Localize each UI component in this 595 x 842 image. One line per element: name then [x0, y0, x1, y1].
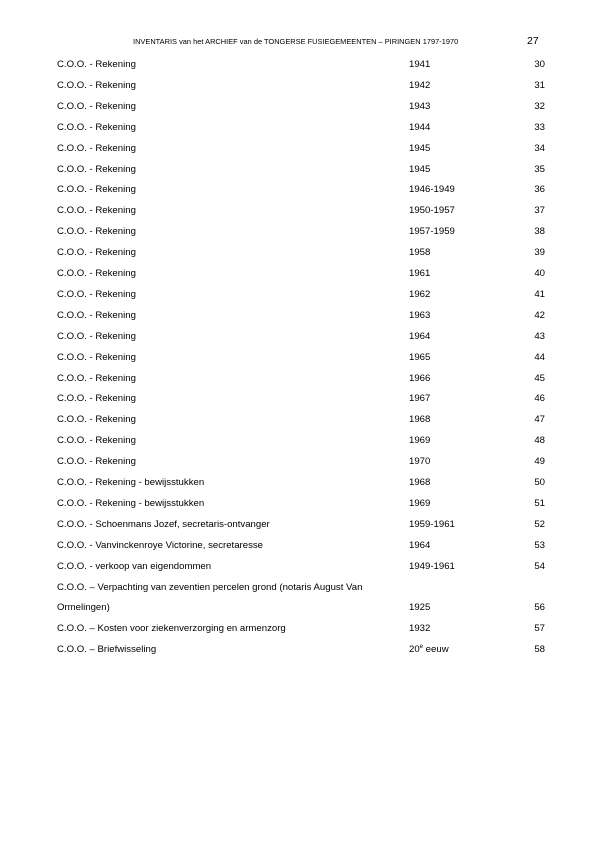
inventory-row	[0, 497, 595, 511]
inventory-row	[0, 183, 595, 197]
row-inventory-number: 41	[534, 288, 545, 300]
inventory-row	[0, 434, 595, 448]
row-date-value: 1925	[409, 602, 431, 614]
row-inventory-number: 38	[534, 226, 545, 238]
inventory-row	[0, 455, 595, 469]
row-description: C.O.O. - Rekening	[57, 435, 136, 447]
row-description: C.O.O. - Rekening	[57, 205, 136, 217]
row-inventory-number: 57	[534, 623, 545, 635]
row-inventory-number: 42	[534, 309, 545, 321]
row-description: C.O.O. - Rekening	[57, 309, 136, 321]
row-date	[409, 455, 430, 469]
row-date-value: 1945	[409, 163, 431, 175]
row-date	[409, 288, 430, 302]
row-date-value: 1961	[409, 268, 431, 279]
row-date	[409, 476, 430, 490]
row-inventory-number: 54	[534, 560, 545, 572]
row-date-value: 1968	[409, 414, 431, 426]
row-inventory-number: 34	[534, 142, 545, 154]
row-date	[409, 372, 430, 386]
row-date	[409, 267, 430, 281]
row-description: C.O.O. - Rekening	[57, 288, 136, 300]
inventory-row	[0, 560, 595, 574]
row-date-superscript: e	[419, 644, 424, 651]
row-date-value: 1941	[409, 59, 431, 70]
row-description: C.O.O. - Rekening	[57, 372, 136, 384]
row-inventory-number: 48	[534, 435, 545, 447]
inventory-row	[0, 330, 595, 344]
row-date-value: 1964	[409, 330, 431, 342]
inventory-row	[0, 622, 595, 636]
row-date-value: 1949-1961	[409, 560, 455, 572]
row-description: C.O.O. - Vanvinckenroye Victorine, secretaresse	[57, 539, 263, 551]
row-date-value: 1969	[409, 497, 431, 509]
row-date-value: 1957-1959	[409, 226, 455, 238]
row-date	[409, 497, 430, 511]
row-date	[409, 434, 430, 448]
inventory-row	[0, 372, 595, 386]
row-description: C.O.O. – Verpachting van zeventien percelen grond (notaris August Van	[57, 581, 363, 593]
row-date	[409, 183, 455, 197]
row-date-value: 1943	[409, 100, 431, 112]
row-date	[409, 413, 430, 427]
inventory-row	[0, 142, 595, 156]
row-inventory-number: 32	[534, 100, 545, 112]
row-date-value: 1946-1949	[409, 184, 455, 196]
page-header	[0, 37, 595, 49]
header-title: INVENTARIS van het ARCHIEF van de TONGERSE FUSIEGEMEENTEN – PIRINGEN 1797-1970	[133, 37, 459, 46]
row-description: C.O.O. - Rekening	[57, 330, 136, 342]
inventory-row	[0, 79, 595, 93]
row-description: C.O.O. - Rekening	[57, 268, 136, 279]
row-date	[409, 560, 455, 574]
row-description: C.O.O. - Rekening	[57, 79, 136, 91]
row-inventory-number: 36	[534, 184, 545, 196]
row-date-suffix: eeuw	[423, 644, 449, 656]
row-date	[409, 204, 455, 218]
row-date-value: 1944	[409, 121, 431, 133]
inventory-row	[0, 288, 595, 302]
row-date	[409, 309, 430, 323]
inventory-row	[0, 601, 595, 615]
row-inventory-number: 58	[534, 644, 545, 656]
row-date	[409, 351, 430, 365]
row-date	[409, 225, 455, 239]
row-date	[409, 246, 430, 260]
row-date-value: 1932	[409, 623, 431, 635]
row-inventory-number: 30	[534, 59, 545, 70]
row-description: C.O.O. - Rekening	[57, 393, 136, 405]
row-inventory-number: 40	[534, 268, 545, 279]
row-inventory-number: 45	[534, 372, 545, 384]
row-description: C.O.O. - Rekening	[57, 456, 136, 468]
row-description: C.O.O. - Rekening - bewijsstukken	[57, 477, 205, 488]
inventory-row	[0, 163, 595, 177]
row-date	[409, 163, 430, 177]
row-description: Ormelingen)	[57, 602, 110, 614]
row-date	[409, 121, 430, 135]
row-inventory-number: 52	[534, 518, 545, 530]
row-description: C.O.O. - Rekening	[57, 142, 136, 154]
row-inventory-number: 33	[534, 121, 545, 133]
row-description: C.O.O. - verkoop van eigendommen	[57, 560, 212, 572]
row-description: C.O.O. - Rekening	[57, 163, 136, 175]
row-description: C.O.O. - Rekening	[57, 247, 136, 259]
row-date	[409, 539, 430, 553]
inventory-row	[0, 413, 595, 427]
row-description: C.O.O. - Rekening	[57, 100, 136, 112]
inventory-row	[0, 392, 595, 406]
row-inventory-number: 39	[534, 247, 545, 259]
row-inventory-number: 35	[534, 163, 545, 175]
row-date-value: 1965	[409, 351, 431, 363]
row-date-value: 1942	[409, 79, 431, 91]
row-date-value: 1970	[409, 456, 431, 468]
inventory-row	[0, 225, 595, 239]
row-date	[409, 79, 430, 93]
row-date	[409, 142, 430, 156]
inventory-row	[0, 121, 595, 135]
row-date-value: 1966	[409, 372, 431, 384]
row-inventory-number: 47	[534, 414, 545, 426]
inventory-row	[0, 100, 595, 114]
row-date-value: 1945	[409, 142, 431, 154]
row-description: C.O.O. - Rekening	[57, 121, 136, 133]
row-inventory-number: 37	[534, 205, 545, 217]
row-inventory-number: 49	[534, 456, 545, 468]
row-date-value: 1968	[409, 477, 431, 488]
row-date-value: 1967	[409, 393, 431, 405]
row-description: C.O.O. - Rekening	[57, 59, 136, 70]
row-description: C.O.O. - Rekening	[57, 414, 136, 426]
row-date-value: 1969	[409, 435, 431, 447]
row-inventory-number: 53	[534, 539, 545, 551]
row-date	[409, 100, 430, 114]
row-date	[409, 622, 430, 636]
row-date	[409, 392, 430, 406]
row-description: C.O.O. - Rekening	[57, 226, 136, 238]
inventory-row	[0, 351, 595, 365]
inventory-row	[0, 204, 595, 218]
row-date-value: 1964	[409, 539, 431, 551]
row-inventory-number: 50	[534, 477, 545, 488]
row-inventory-number: 51	[534, 497, 545, 509]
row-date-value: 1950-1957	[409, 205, 455, 217]
row-description: C.O.O. – Kosten voor ziekenverzorging en armenzorg	[57, 623, 286, 635]
row-date-value: 1962	[409, 288, 431, 300]
row-date-value: 20	[409, 644, 420, 656]
row-date	[409, 643, 449, 657]
inventory-row	[0, 581, 595, 595]
row-inventory-number: 56	[534, 602, 545, 614]
row-date	[409, 58, 430, 72]
inventory-row	[0, 267, 595, 281]
inventory-row	[0, 643, 595, 657]
row-date-value: 1958	[409, 247, 431, 259]
row-description: C.O.O. - Rekening - bewijsstukken	[57, 497, 205, 509]
row-description: C.O.O. - Rekening	[57, 351, 136, 363]
inventory-row	[0, 58, 595, 72]
row-description: C.O.O. – Briefwisseling	[57, 644, 157, 656]
row-description: C.O.O. - Rekening	[57, 184, 136, 196]
inventory-row	[0, 476, 595, 490]
row-inventory-number: 43	[534, 330, 545, 342]
inventory-row	[0, 309, 595, 323]
row-date	[409, 601, 430, 615]
inventory-row	[0, 246, 595, 260]
inventory-row	[0, 539, 595, 553]
row-date	[409, 330, 430, 344]
inventory-row	[0, 518, 595, 532]
row-date-value: 1959-1961	[409, 518, 455, 530]
page-number: 27	[527, 35, 539, 47]
row-inventory-number: 31	[534, 79, 545, 91]
row-inventory-number: 44	[534, 351, 545, 363]
row-description: C.O.O. - Schoenmans Jozef, secretaris-ontvanger	[57, 518, 270, 530]
row-inventory-number: 46	[534, 393, 545, 405]
row-date-value: 1963	[409, 309, 431, 321]
row-date	[409, 518, 455, 532]
